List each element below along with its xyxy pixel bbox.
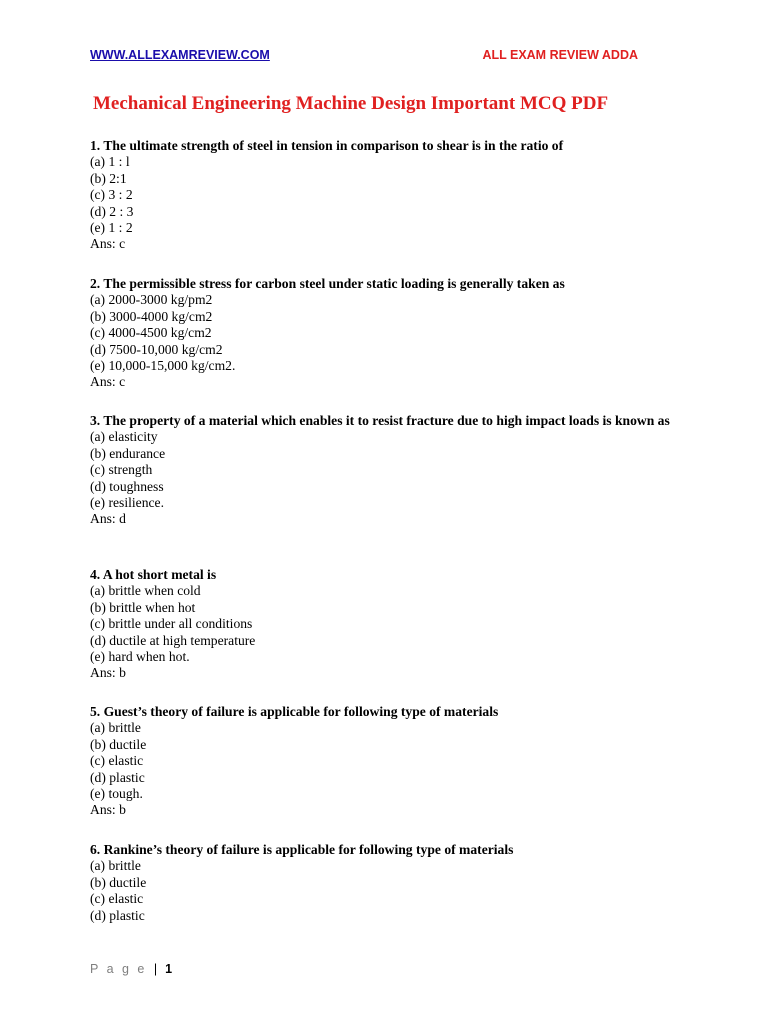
option: (d) toughness (90, 478, 164, 494)
option: (c) 4000-4500 kg/cm2 (90, 325, 212, 341)
answer: Ans: c (90, 236, 126, 252)
option: (c) brittle under all conditions (90, 616, 253, 632)
question-stem: 5. Guest’s theory of failure is applicable for following type of materials (90, 704, 499, 719)
option: (b) 2:1 (90, 170, 127, 186)
answer: Ans: d (90, 511, 126, 527)
question-4 (90, 567, 680, 682)
question-3 (90, 413, 680, 528)
option: (c) 3 : 2 (90, 187, 133, 203)
option: (b) endurance (90, 445, 166, 461)
option: (d) ductile at high temperature (90, 632, 256, 648)
question-stem: 4. A hot short metal is (90, 567, 217, 582)
option: (a) brittle (90, 720, 141, 736)
option: (b) ductile (90, 874, 147, 890)
option: (a) brittle when cold (90, 583, 201, 599)
answer: Ans: b (90, 802, 126, 818)
answer: Ans: c (90, 374, 126, 390)
option: (d) 7500-10,000 kg/cm2 (90, 341, 223, 357)
page-number: 1 (165, 962, 173, 976)
brand-label: ALL EXAM REVIEW ADDA (482, 48, 638, 62)
question-stem: 2. The permissible stress for carbon steel under static loading is generally taken as (90, 276, 565, 291)
option: (a) 2000-3000 kg/pm2 (90, 292, 213, 308)
question-6 (90, 842, 680, 924)
question-stem: 3. The property of a material which enables it to resist fracture due to high impact loads is known as (90, 413, 670, 428)
page-header (90, 48, 646, 68)
option: (d) plastic (90, 769, 145, 785)
option: (d) plastic (90, 907, 145, 923)
option: (b) ductile (90, 736, 147, 752)
page-separator: | (153, 962, 158, 976)
answer: Ans: b (90, 665, 126, 681)
question-stem: 1. The ultimate strength of steel in tension in comparison to shear is in the ratio of (90, 138, 564, 153)
question-2 (90, 276, 680, 391)
option: (b) brittle when hot (90, 599, 196, 615)
option: (c) strength (90, 462, 153, 478)
page-label: P a g e (90, 962, 147, 976)
document-title: Mechanical Engineering Machine Design Important MCQ PDF (93, 93, 609, 114)
option: (d) 2 : 3 (90, 203, 134, 219)
option: (e) 10,000-15,000 kg/cm2. (90, 358, 236, 374)
page-footer (90, 962, 172, 976)
site-link[interactable]: WWW.ALLEXAMREVIEW.COM (90, 48, 270, 62)
option: (c) elastic (90, 753, 144, 769)
option: (e) tough. (90, 786, 143, 802)
option: (e) 1 : 2 (90, 220, 133, 236)
option: (b) 3000-4000 kg/cm2 (90, 308, 213, 324)
question-stem: 6. Rankine’s theory of failure is applicable for following type of materials (90, 842, 514, 857)
question-5 (90, 704, 680, 819)
option: (a) elasticity (90, 429, 158, 445)
option: (c) elastic (90, 891, 144, 907)
question-1 (90, 138, 680, 253)
option: (e) hard when hot. (90, 649, 190, 665)
option: (a) 1 : l (90, 154, 130, 170)
option: (e) resilience. (90, 495, 164, 511)
option: (a) brittle (90, 858, 141, 874)
